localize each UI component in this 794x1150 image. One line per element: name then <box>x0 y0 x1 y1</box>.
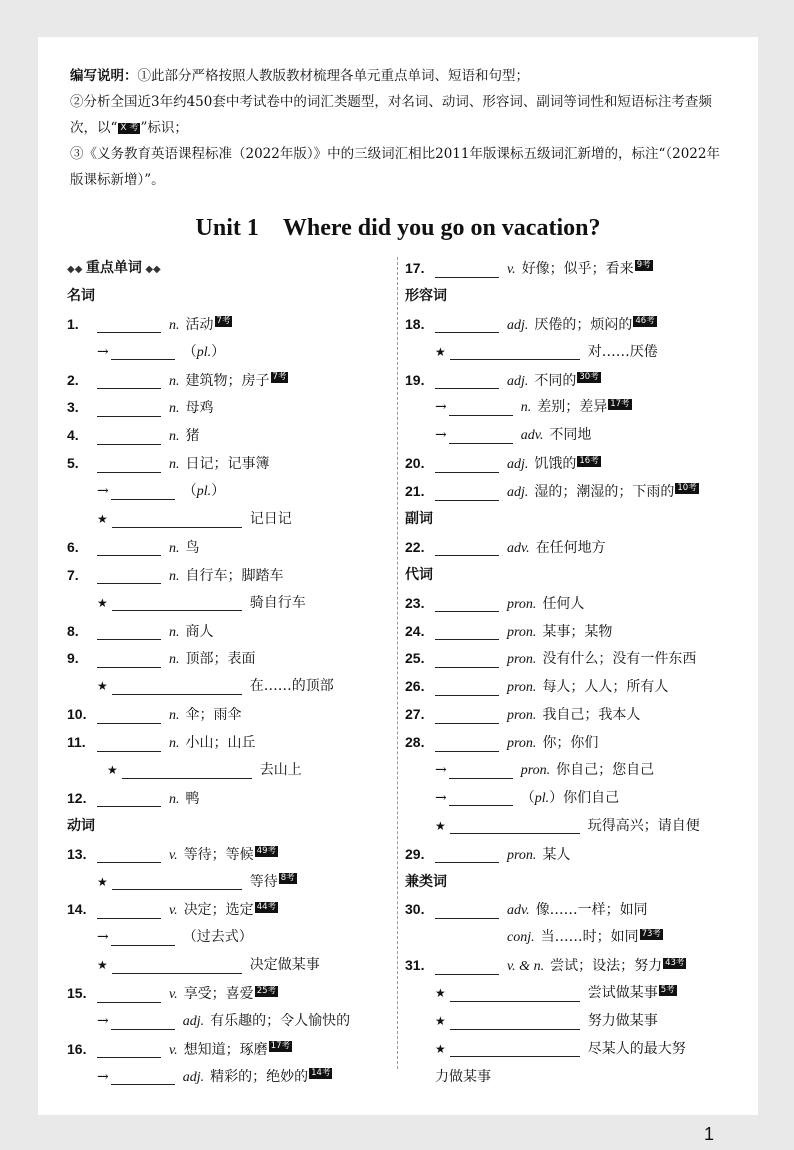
answer-blank[interactable] <box>97 707 161 724</box>
star-icon: ★ <box>435 818 446 833</box>
answer-blank[interactable] <box>111 343 175 360</box>
vocab-item-25: 25. pron. 没有什么；没有一件东西 <box>405 650 697 668</box>
phrase-item: ★ 在……的顶部 <box>97 678 334 695</box>
star-icon: ★ <box>435 1014 446 1029</box>
answer-blank[interactable] <box>435 261 499 278</box>
document-page <box>38 37 758 1144</box>
answer-blank[interactable] <box>435 902 499 919</box>
vocab-item-31: 31. v. & n. 尝试；设法；努力 43考 <box>405 957 685 975</box>
answer-blank[interactable] <box>112 511 242 528</box>
vocab-item-16: 16. v. 想知道；琢磨 17考 <box>67 1040 291 1058</box>
answer-blank[interactable] <box>97 316 161 333</box>
vocab-item-26: 26. pron. 每人；人人；所有人 <box>405 678 669 696</box>
answer-blank[interactable] <box>450 985 580 1002</box>
vocab-item-14: 14. v. 决定；选定 44考 <box>67 901 277 919</box>
category-multi-class: 兼类词 <box>405 873 447 890</box>
answer-blank[interactable] <box>97 428 161 445</box>
star-icon: ★ <box>97 679 108 694</box>
answer-blank[interactable] <box>97 902 161 919</box>
frequency-badge: 8考 <box>280 872 295 883</box>
frequency-badge: 5考 <box>660 984 675 995</box>
vocab-item-1: 1. n. 活动 7考 <box>67 315 231 333</box>
vocab-item-17: 17. v. 好像；似乎；看来 9考 <box>405 260 651 277</box>
phrase-item: ★ 尝试做某事 5考 <box>435 984 675 1002</box>
vocab-item-6: 6. n. 鸟 <box>67 538 200 556</box>
answer-blank[interactable] <box>435 958 499 975</box>
answer-blank[interactable] <box>112 873 242 890</box>
notes-line-3: ③《义务教育英语课程标准（2022年版）》中的三级词汇相比2011年版课标五级词汇新增的，标注“（2022年版课标新增）”。 <box>70 146 720 188</box>
vocab-item-18: 18. adj. 厌倦的；烦闷的 46考 <box>405 315 655 333</box>
star-icon: ★ <box>97 958 108 973</box>
category-verb: 动词 <box>67 817 95 834</box>
phrase-item: ★ 玩得高兴；请自便 <box>435 817 700 834</box>
phrase-item: ★ 记日记 <box>97 511 292 528</box>
star-icon: ★ <box>107 763 118 778</box>
vocab-item-27: 27. pron. 我自己；我本人 <box>405 706 641 724</box>
vocab-item-15: 15. v. 享受；喜爱 25考 <box>67 985 277 1003</box>
vocab-item-23: 23. pron. 任何人 <box>405 594 585 612</box>
vocab-item-2: 2. n. 建筑物；房子 7考 <box>67 371 287 389</box>
answer-blank[interactable] <box>97 456 161 473</box>
answer-blank[interactable] <box>97 539 161 556</box>
phrase-item: ★ 骑自行车 <box>97 594 306 611</box>
frequency-badge: 14考 <box>311 1068 331 1079</box>
answer-blank[interactable] <box>449 427 513 444</box>
frequency-badge: 46考 <box>635 316 655 327</box>
star-icon: ★ <box>435 986 446 1001</box>
vocab-subitem: → （pl.） <box>97 343 226 360</box>
vocab-item-13: 13. v. 等待；等候 49考 <box>67 845 277 863</box>
answer-blank[interactable] <box>449 762 513 779</box>
answer-blank[interactable] <box>435 539 499 556</box>
answer-blank[interactable] <box>449 399 513 416</box>
answer-blank[interactable] <box>450 1013 580 1030</box>
frequency-badge: 16考 <box>579 455 599 466</box>
frequency-badge: 30考 <box>579 371 599 382</box>
answer-blank[interactable] <box>435 679 499 696</box>
answer-blank[interactable] <box>97 986 161 1003</box>
vocab-subitem: → adj. 精彩的；绝妙的 14考 <box>97 1068 331 1085</box>
vocab-item-21: 21. adj. 湿的；潮湿的；下雨的 10考 <box>405 483 697 501</box>
phrase-item: ★ 决定做某事 <box>97 957 320 974</box>
column-divider <box>397 257 398 1069</box>
compilation-notes <box>70 63 730 193</box>
right-column <box>405 255 740 1092</box>
answer-blank[interactable] <box>97 400 161 417</box>
vocab-item-29: 29. pron. 某人 <box>405 845 571 863</box>
vocab-item-3: 3. n. 母鸡 <box>67 399 214 417</box>
vocab-subitem: → adv. 不同地 <box>435 427 592 444</box>
unit-title: Unit 1 Where did you go on vacation? <box>195 215 601 241</box>
section-header: ◆◆ 重点单词 ◆◆ <box>67 260 161 276</box>
star-icon: ★ <box>97 595 108 610</box>
notes-line-1: 编写说明：①此部分严格按照人教版教材梳理各单元重点单词、短语和句型； <box>70 68 529 84</box>
answer-blank[interactable] <box>450 343 580 360</box>
answer-blank[interactable] <box>450 817 580 834</box>
star-icon: ★ <box>435 1041 446 1056</box>
vocab-subitem: → （过去式） <box>97 929 253 946</box>
vocab-item-12: 12. n. 鸭 <box>67 789 200 807</box>
phrase-item: ★ 对……厌倦 <box>435 343 658 360</box>
answer-blank[interactable] <box>449 789 513 806</box>
answer-blank[interactable] <box>111 483 175 500</box>
answer-blank[interactable] <box>435 316 499 333</box>
page-number: 1 <box>703 1124 714 1144</box>
star-icon: ★ <box>435 344 446 359</box>
phrase-item: ★ 努力做某事 <box>435 1013 658 1030</box>
answer-blank[interactable] <box>112 957 242 974</box>
vocab-item-9: 9. n. 顶部；表面 <box>67 650 256 668</box>
answer-blank[interactable] <box>435 651 499 668</box>
frequency-badge: 43考 <box>665 957 685 968</box>
vocab-subitem: → n. 差别；差异 17考 <box>435 398 630 416</box>
answer-blank[interactable] <box>435 846 499 863</box>
star-icon: ★ <box>97 874 108 889</box>
vocab-item-7: 7. n. 自行车；脚踏车 <box>67 566 284 584</box>
answer-blank[interactable] <box>97 846 161 863</box>
frequency-badge: 17考 <box>270 1041 291 1052</box>
answer-blank[interactable] <box>112 594 242 611</box>
answer-blank[interactable] <box>97 623 161 640</box>
vocab-item-19: 19. adj. 不同的 30考 <box>405 371 599 389</box>
vocab-item-4: 4. n. 猪 <box>67 427 200 445</box>
frequency-badge: 49考 <box>256 846 277 857</box>
vocab-item-28: 28. pron. 你；你们 <box>405 734 599 752</box>
answer-blank[interactable] <box>435 595 499 612</box>
answer-blank[interactable] <box>435 456 499 473</box>
frequency-badge: 44考 <box>256 901 277 912</box>
frequency-badge: 7考 <box>216 316 231 327</box>
answer-blank[interactable] <box>435 484 499 501</box>
vocab-item-10: 10. n. 伞；雨伞 <box>67 706 242 724</box>
vocab-subitem: → adj. 有乐趣的；令人愉快的 <box>97 1013 351 1030</box>
answer-blank[interactable] <box>435 707 499 724</box>
answer-blank[interactable] <box>450 1040 580 1057</box>
answer-blank[interactable] <box>97 372 161 389</box>
frequency-badge: 7考 <box>272 371 287 382</box>
left-column <box>67 255 395 1092</box>
phrase-item: ★ 去山上 <box>107 762 302 779</box>
category-adverb: 副词 <box>405 511 433 528</box>
answer-blank[interactable] <box>111 1013 175 1030</box>
vocab-subitem: → pron. 你自己；您自己 <box>435 762 655 779</box>
frequency-badge: 25考 <box>256 985 277 996</box>
answer-blank[interactable] <box>97 735 161 752</box>
answer-blank[interactable] <box>435 735 499 752</box>
frequency-badge: 9考 <box>636 260 651 271</box>
star-icon: ★ <box>97 512 108 527</box>
vocab-subitem: → （pl.）你们自己 <box>435 789 620 806</box>
vocab-subitem: conj. 当……时；如同 73考 <box>507 928 661 946</box>
vocab-item-24: 24. pron. 某事；某物 <box>405 622 613 640</box>
answer-blank[interactable] <box>97 567 161 584</box>
answer-blank[interactable] <box>97 651 161 668</box>
answer-blank[interactable] <box>97 790 161 807</box>
frequency-badge: 17考 <box>610 398 630 409</box>
vocab-item-11: 11. n. 小山；山丘 <box>67 734 256 752</box>
vocab-item-20: 20. adj. 饥饿的 16考 <box>405 455 599 473</box>
phrase-item: ★ 等待 8考 <box>97 872 295 890</box>
answer-blank[interactable] <box>122 762 252 779</box>
answer-blank[interactable] <box>435 372 499 389</box>
vocab-item-8: 8. n. 商人 <box>67 622 214 640</box>
vocab-item-22: 22. adv. 在任何地方 <box>405 538 606 556</box>
notes-label: 编写说明： <box>70 68 138 84</box>
phrase-continuation: 力做某事 <box>435 1068 491 1085</box>
answer-blank[interactable] <box>112 678 242 695</box>
vocab-item-30: 30. adv. 像……一样；如同 <box>405 901 648 919</box>
vocab-subitem: → （pl.） <box>97 483 226 500</box>
category-pronoun: 代词 <box>405 566 433 583</box>
answer-blank[interactable] <box>97 1041 161 1058</box>
exam-frequency-marker: X 考 <box>120 123 139 133</box>
answer-blank[interactable] <box>111 1068 175 1085</box>
answer-blank[interactable] <box>111 929 175 946</box>
frequency-badge: 10考 <box>677 483 697 494</box>
category-noun: 名词 <box>67 287 95 304</box>
category-adjective: 形容词 <box>405 287 447 304</box>
frequency-badge: 73考 <box>641 928 661 939</box>
phrase-item: ★ 尽某人的最大努 <box>435 1040 686 1057</box>
vocab-item-5: 5. n. 日记；记事簿 <box>67 455 270 473</box>
notes-line-2: ②分析全国近3年约450套中考试卷中的词汇类题型，对名词、动词、形容词、副词等词性和短语标注考查频次，以“ X 考 ”标识； <box>70 94 712 136</box>
answer-blank[interactable] <box>435 623 499 640</box>
